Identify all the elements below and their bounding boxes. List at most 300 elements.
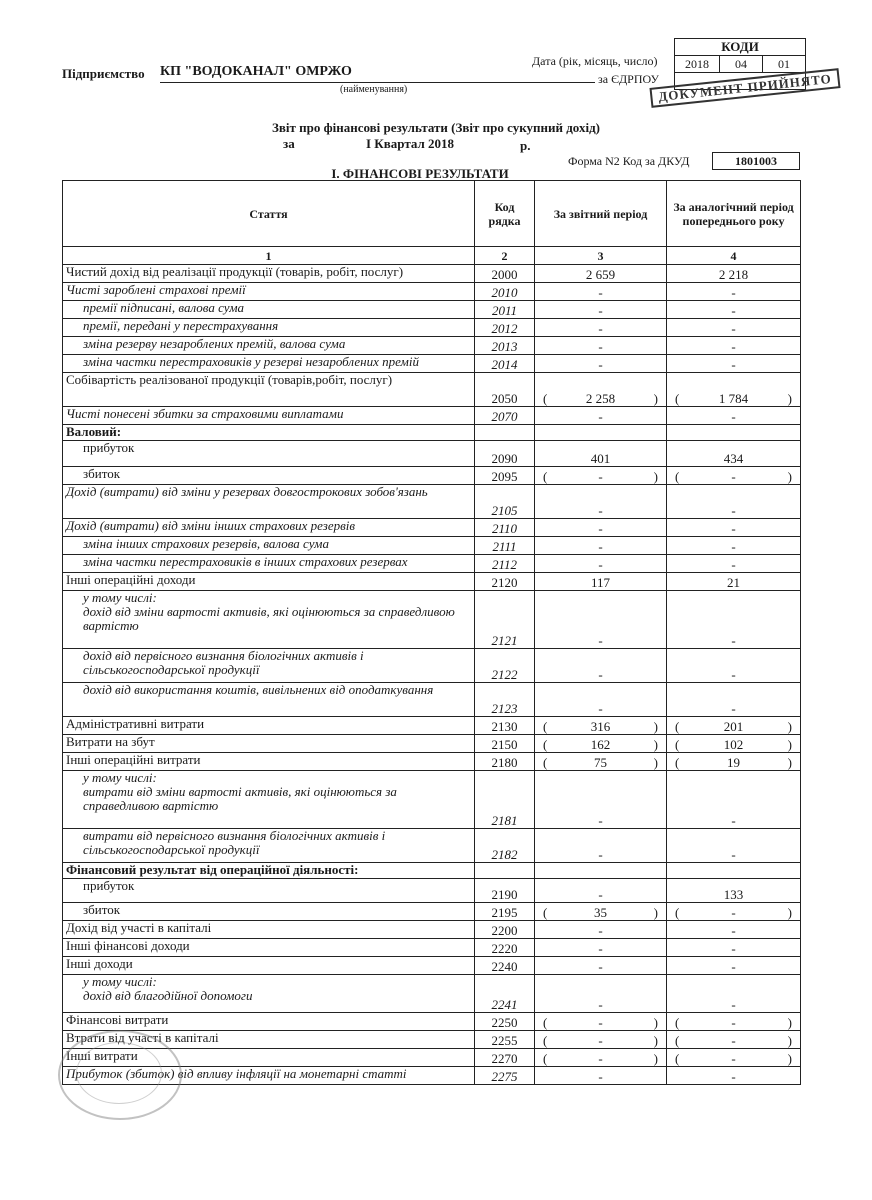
table-row bbox=[63, 879, 801, 903]
date-label: Дата (рік, місяць, число) bbox=[532, 54, 658, 68]
row-label: Фінансові витрати bbox=[63, 1013, 475, 1031]
colnum-4: 4 bbox=[667, 247, 801, 265]
period: I Квартал 2018 bbox=[366, 136, 455, 151]
header-previous: За аналогічний період попереднього року bbox=[667, 181, 801, 247]
row-previous-value bbox=[667, 337, 801, 355]
row-previous-value bbox=[667, 265, 801, 283]
table-row bbox=[63, 337, 801, 355]
row-previous-value bbox=[667, 829, 801, 863]
row-code: 2105 bbox=[475, 485, 535, 519]
value-text: - bbox=[731, 321, 736, 336]
row-current-value bbox=[535, 425, 667, 441]
row-previous-value bbox=[667, 573, 801, 591]
value-text: - bbox=[731, 1033, 736, 1048]
table-row bbox=[63, 975, 801, 1013]
paren-open: ( bbox=[675, 755, 680, 770]
row-label: витрати від первісного визнання біологічних активів і сільськогосподарської продукції bbox=[63, 829, 475, 863]
value-text: - bbox=[598, 923, 603, 938]
paren-open: ( bbox=[675, 719, 680, 734]
paren-open: ( bbox=[675, 905, 680, 920]
row-code: 2240 bbox=[475, 957, 535, 975]
table-row bbox=[63, 485, 801, 519]
row-current-value bbox=[535, 467, 667, 485]
table-row bbox=[63, 649, 801, 683]
row-current-value bbox=[535, 717, 667, 735]
value-text: 316 bbox=[590, 719, 611, 734]
financial-results-table bbox=[62, 180, 801, 1085]
value-text: 201 bbox=[723, 719, 744, 734]
paren-close: ) bbox=[653, 1015, 658, 1030]
paren-close: ) bbox=[653, 737, 658, 752]
round-seal-inner bbox=[76, 1042, 162, 1104]
row-current-value bbox=[535, 771, 667, 829]
paren-open: ( bbox=[675, 737, 680, 752]
row-current-value bbox=[535, 355, 667, 373]
value-text: - bbox=[731, 941, 736, 956]
row-current-value bbox=[535, 519, 667, 537]
paren-open: ( bbox=[675, 1051, 680, 1066]
row-label: у тому числі: дохід від зміни вартості активів, які оцінюються за справедливою вартістю bbox=[63, 591, 475, 649]
row-code: 2010 bbox=[475, 283, 535, 301]
value-text: - bbox=[731, 1015, 736, 1030]
table-row bbox=[63, 1031, 801, 1049]
row-label: у тому числі: витрати від зміни вартості активів, які оцінюються за справедливою вартістю bbox=[63, 771, 475, 829]
row-label: Витрати на збут bbox=[63, 735, 475, 753]
table-row bbox=[63, 467, 801, 485]
value-text: 2 218 bbox=[718, 267, 749, 282]
row-previous-value bbox=[667, 319, 801, 337]
paren-close: ) bbox=[653, 1033, 658, 1048]
row-label: зміна частки перестраховиків у резерві незароблених премій bbox=[63, 355, 475, 373]
date-year: 2018 bbox=[675, 56, 720, 73]
row-code: 2250 bbox=[475, 1013, 535, 1031]
row-code: 2090 bbox=[475, 441, 535, 467]
row-label: премії підписані, валова сума bbox=[63, 301, 475, 319]
row-label: збиток bbox=[63, 903, 475, 921]
table-row bbox=[63, 265, 801, 283]
row-previous-value bbox=[667, 863, 801, 879]
value-text: - bbox=[598, 339, 603, 354]
row-previous-value bbox=[667, 921, 801, 939]
row-current-value bbox=[535, 735, 667, 753]
value-text: 21 bbox=[727, 575, 740, 590]
row-previous-value bbox=[667, 425, 801, 441]
value-text: - bbox=[598, 959, 603, 974]
paren-close: ) bbox=[787, 719, 792, 734]
table-row bbox=[63, 717, 801, 735]
row-label: дохід від використання коштів, вивільнених від оподаткування bbox=[63, 683, 475, 717]
row-previous-value bbox=[667, 283, 801, 301]
row-label: Інші доходи bbox=[63, 957, 475, 975]
row-current-value bbox=[535, 441, 667, 467]
row-label: Фінансовий результат від операційної діяльності: bbox=[63, 863, 475, 879]
row-current-value bbox=[535, 301, 667, 319]
row-code: 2112 bbox=[475, 555, 535, 573]
paren-open: ( bbox=[675, 391, 680, 406]
paren-close: ) bbox=[787, 391, 792, 406]
row-code: 2122 bbox=[475, 649, 535, 683]
value-text: 19 bbox=[727, 755, 740, 770]
value-text: - bbox=[598, 887, 603, 902]
row-previous-value bbox=[667, 301, 801, 319]
date-day: 01 bbox=[763, 56, 806, 73]
value-text: - bbox=[598, 997, 603, 1012]
paren-close: ) bbox=[653, 1051, 658, 1066]
row-code: 2110 bbox=[475, 519, 535, 537]
row-label: Дохід (витрати) від зміни у резервах довгострокових зобов'язань bbox=[63, 485, 475, 519]
value-text: 434 bbox=[723, 451, 744, 466]
table-row bbox=[63, 771, 801, 829]
row-current-value bbox=[535, 649, 667, 683]
row-current-value bbox=[535, 573, 667, 591]
row-code: 2050 bbox=[475, 373, 535, 407]
colnum-1: 1 bbox=[63, 247, 475, 265]
value-text: - bbox=[731, 303, 736, 318]
paren-close: ) bbox=[653, 719, 658, 734]
row-label: Адміністративні витрати bbox=[63, 717, 475, 735]
paren-close: ) bbox=[787, 755, 792, 770]
row-label: Інші операційні доходи bbox=[63, 573, 475, 591]
value-text: - bbox=[731, 557, 736, 572]
row-code: 2275 bbox=[475, 1067, 535, 1085]
paren-close: ) bbox=[787, 905, 792, 920]
paren-open: ( bbox=[675, 1033, 680, 1048]
row-current-value bbox=[535, 283, 667, 301]
paren-open: ( bbox=[543, 719, 548, 734]
paren-close: ) bbox=[787, 737, 792, 752]
row-previous-value bbox=[667, 975, 801, 1013]
row-current-value bbox=[535, 1067, 667, 1085]
row-current-value bbox=[535, 591, 667, 649]
value-text: - bbox=[731, 503, 736, 518]
row-code bbox=[475, 863, 535, 879]
table-row bbox=[63, 753, 801, 771]
row-label: збиток bbox=[63, 467, 475, 485]
period-prefix: за bbox=[283, 136, 295, 151]
row-previous-value bbox=[667, 903, 801, 921]
value-text: - bbox=[598, 357, 603, 372]
value-text: - bbox=[598, 667, 603, 682]
paren-open: ( bbox=[543, 755, 548, 770]
row-previous-value bbox=[667, 373, 801, 407]
colnum-3: 3 bbox=[535, 247, 667, 265]
accepted-stamp: ДОКУМЕНТ ПРИЙНЯТО bbox=[649, 68, 840, 108]
value-text: - bbox=[731, 521, 736, 536]
edrpou-label: за ЄДРПОУ bbox=[598, 72, 660, 86]
value-text: 75 bbox=[594, 755, 607, 770]
row-current-value bbox=[535, 829, 667, 863]
paren-open: ( bbox=[543, 737, 548, 752]
table-row bbox=[63, 555, 801, 573]
value-text: - bbox=[598, 1069, 603, 1084]
section-title: I. ФІНАНСОВІ РЕЗУЛЬТАТИ bbox=[331, 166, 509, 181]
value-text: 117 bbox=[590, 575, 611, 590]
row-current-value bbox=[535, 555, 667, 573]
value-text: 2 659 bbox=[585, 267, 616, 282]
row-code: 2241 bbox=[475, 975, 535, 1013]
row-code: 2070 bbox=[475, 407, 535, 425]
value-text: - bbox=[598, 633, 603, 648]
row-label: зміна частки перестраховиків в інших страхових резервах bbox=[63, 555, 475, 573]
row-code: 2000 bbox=[475, 265, 535, 283]
row-label: Чисті зароблені страхові премії bbox=[63, 283, 475, 301]
value-text: - bbox=[731, 959, 736, 974]
row-current-value bbox=[535, 485, 667, 519]
value-text: - bbox=[598, 941, 603, 956]
row-code: 2120 bbox=[475, 573, 535, 591]
name-caption: (найменування) bbox=[340, 84, 408, 95]
paren-open: ( bbox=[543, 1051, 548, 1066]
enterprise-name: КП "ВОДОКАНАЛ" ОМРЖО bbox=[160, 64, 352, 79]
row-previous-value bbox=[667, 1049, 801, 1067]
row-code: 2014 bbox=[475, 355, 535, 373]
row-current-value bbox=[535, 1049, 667, 1067]
row-current-value bbox=[535, 683, 667, 717]
row-previous-value bbox=[667, 555, 801, 573]
header-current: За звітний період bbox=[535, 181, 667, 247]
row-previous-value bbox=[667, 683, 801, 717]
row-current-value bbox=[535, 903, 667, 921]
row-previous-value bbox=[667, 1013, 801, 1031]
paren-close: ) bbox=[787, 1015, 792, 1030]
value-text: - bbox=[598, 1051, 603, 1066]
table-row bbox=[63, 735, 801, 753]
value-text: - bbox=[731, 923, 736, 938]
value-text: 401 bbox=[590, 451, 611, 466]
row-current-value bbox=[535, 921, 667, 939]
date-month: 04 bbox=[720, 56, 763, 73]
colnum-2: 2 bbox=[475, 247, 535, 265]
value-text: - bbox=[598, 469, 603, 484]
row-previous-value bbox=[667, 467, 801, 485]
row-current-value bbox=[535, 537, 667, 555]
enterprise-name-underline bbox=[160, 82, 595, 83]
row-code: 2012 bbox=[475, 319, 535, 337]
table-row bbox=[63, 355, 801, 373]
row-label: дохід від первісного визнання біологічних активів і сільськогосподарської продукції bbox=[63, 649, 475, 683]
paren-open: ( bbox=[543, 391, 548, 406]
row-previous-value bbox=[667, 1067, 801, 1085]
row-label: Втрати від участі в капіталі bbox=[63, 1031, 475, 1049]
value-text: - bbox=[598, 539, 603, 554]
row-previous-value bbox=[667, 649, 801, 683]
table-row bbox=[63, 301, 801, 319]
paren-open: ( bbox=[543, 905, 548, 920]
row-code: 2182 bbox=[475, 829, 535, 863]
paren-close: ) bbox=[787, 469, 792, 484]
table-row bbox=[63, 903, 801, 921]
row-current-value bbox=[535, 975, 667, 1013]
row-label: Інші фінансові доходи bbox=[63, 939, 475, 957]
row-label: Собівартість реалізованої продукції (товарів,робіт, послуг) bbox=[63, 373, 475, 407]
row-label: Прибуток (збиток) від впливу інфляції на монетарні статті bbox=[63, 1067, 475, 1085]
table-row bbox=[63, 425, 801, 441]
value-text: - bbox=[731, 539, 736, 554]
row-previous-value bbox=[667, 753, 801, 771]
row-current-value bbox=[535, 337, 667, 355]
value-text: - bbox=[731, 1051, 736, 1066]
paren-open: ( bbox=[675, 1015, 680, 1030]
value-text: - bbox=[598, 557, 603, 572]
report-title: Звіт про фінансові результати (Звіт про сукупний дохід) bbox=[272, 120, 600, 135]
row-label: прибуток bbox=[63, 441, 475, 467]
row-label: Дохід від участі в капіталі bbox=[63, 921, 475, 939]
enterprise-label: Підприємство bbox=[62, 66, 145, 81]
row-code: 2111 bbox=[475, 537, 535, 555]
paren-close: ) bbox=[787, 1051, 792, 1066]
row-previous-value bbox=[667, 441, 801, 467]
value-text: - bbox=[731, 469, 736, 484]
row-previous-value bbox=[667, 485, 801, 519]
row-previous-value bbox=[667, 407, 801, 425]
row-current-value bbox=[535, 957, 667, 975]
paren-close: ) bbox=[653, 469, 658, 484]
codes-title: КОДИ bbox=[675, 39, 806, 56]
row-code: 2195 bbox=[475, 903, 535, 921]
row-code: 2150 bbox=[475, 735, 535, 753]
row-code: 2190 bbox=[475, 879, 535, 903]
value-text: 102 bbox=[723, 737, 744, 752]
value-text: - bbox=[598, 847, 603, 862]
table-row bbox=[63, 537, 801, 555]
row-code bbox=[475, 425, 535, 441]
row-previous-value bbox=[667, 879, 801, 903]
table-row bbox=[63, 921, 801, 939]
paren-close: ) bbox=[653, 391, 658, 406]
row-code: 2121 bbox=[475, 591, 535, 649]
row-previous-value bbox=[667, 591, 801, 649]
value-text: - bbox=[598, 701, 603, 716]
value-text: - bbox=[731, 813, 736, 828]
row-label: Інші витрати bbox=[63, 1049, 475, 1067]
paren-open: ( bbox=[675, 469, 680, 484]
value-text: - bbox=[598, 285, 603, 300]
row-label: премії, передані у перестрахування bbox=[63, 319, 475, 337]
row-label: зміна інших страхових резервів, валова сума bbox=[63, 537, 475, 555]
table-body bbox=[63, 265, 801, 1085]
row-code: 2200 bbox=[475, 921, 535, 939]
row-previous-value bbox=[667, 939, 801, 957]
value-text: - bbox=[731, 1069, 736, 1084]
table-row bbox=[63, 319, 801, 337]
value-text: 162 bbox=[590, 737, 611, 752]
paren-close: ) bbox=[787, 1033, 792, 1048]
header-code: Код рядка bbox=[475, 181, 535, 247]
row-previous-value bbox=[667, 1031, 801, 1049]
value-text: - bbox=[598, 321, 603, 336]
row-previous-value bbox=[667, 537, 801, 555]
value-text: - bbox=[731, 357, 736, 372]
row-label: Валовий: bbox=[63, 425, 475, 441]
table-row bbox=[63, 829, 801, 863]
row-label: Інші операційні витрати bbox=[63, 753, 475, 771]
row-previous-value bbox=[667, 519, 801, 537]
row-current-value bbox=[535, 1031, 667, 1049]
table-row bbox=[63, 939, 801, 957]
row-code: 2220 bbox=[475, 939, 535, 957]
row-code: 2180 bbox=[475, 753, 535, 771]
value-text: - bbox=[731, 667, 736, 682]
row-code: 2255 bbox=[475, 1031, 535, 1049]
row-current-value bbox=[535, 879, 667, 903]
row-label: Чистий дохід від реалізації продукції (товарів, робіт, послуг) bbox=[63, 265, 475, 283]
value-text: - bbox=[598, 1015, 603, 1030]
value-text: 1 784 bbox=[718, 391, 749, 406]
row-previous-value bbox=[667, 735, 801, 753]
row-code: 2013 bbox=[475, 337, 535, 355]
table-row bbox=[63, 283, 801, 301]
row-code: 2181 bbox=[475, 771, 535, 829]
row-previous-value bbox=[667, 355, 801, 373]
table-row bbox=[63, 1013, 801, 1031]
table-row bbox=[63, 519, 801, 537]
row-current-value bbox=[535, 863, 667, 879]
paren-open: ( bbox=[543, 1015, 548, 1030]
value-text: - bbox=[598, 521, 603, 536]
table-row bbox=[63, 863, 801, 879]
row-label: зміна резерву незароблених премій, валова сума bbox=[63, 337, 475, 355]
value-text: - bbox=[598, 813, 603, 828]
value-text: 35 bbox=[594, 905, 607, 920]
table-row bbox=[63, 441, 801, 467]
paren-open: ( bbox=[543, 469, 548, 484]
form-code: 1801003 bbox=[712, 152, 800, 170]
value-text: - bbox=[731, 847, 736, 862]
value-text: 2 258 bbox=[585, 391, 616, 406]
row-label: прибуток bbox=[63, 879, 475, 903]
value-text: - bbox=[731, 701, 736, 716]
row-label: Дохід (витрати) від зміни інших страхових резервів bbox=[63, 519, 475, 537]
value-text: - bbox=[598, 503, 603, 518]
row-code: 2270 bbox=[475, 1049, 535, 1067]
row-code: 2123 bbox=[475, 683, 535, 717]
table-row bbox=[63, 573, 801, 591]
row-current-value bbox=[535, 265, 667, 283]
value-text: - bbox=[731, 339, 736, 354]
row-code: 2011 bbox=[475, 301, 535, 319]
table-row bbox=[63, 683, 801, 717]
form-label: Форма N2 Код за ДКУД bbox=[568, 154, 690, 168]
value-text: - bbox=[731, 997, 736, 1012]
table-row bbox=[63, 957, 801, 975]
row-current-value bbox=[535, 407, 667, 425]
value-text: - bbox=[731, 285, 736, 300]
row-code: 2095 bbox=[475, 467, 535, 485]
row-code: 2130 bbox=[475, 717, 535, 735]
table-row bbox=[63, 407, 801, 425]
paren-open: ( bbox=[543, 1033, 548, 1048]
row-current-value bbox=[535, 753, 667, 771]
value-text: - bbox=[598, 303, 603, 318]
row-current-value bbox=[535, 319, 667, 337]
value-text: 133 bbox=[723, 887, 744, 902]
row-label: у тому числі: дохід від благодійної допомоги bbox=[63, 975, 475, 1013]
value-text: - bbox=[731, 409, 736, 424]
paren-close: ) bbox=[653, 905, 658, 920]
value-text: - bbox=[731, 633, 736, 648]
row-current-value bbox=[535, 1013, 667, 1031]
period-suffix: р. bbox=[520, 138, 531, 153]
row-previous-value bbox=[667, 771, 801, 829]
table-row bbox=[63, 591, 801, 649]
row-current-value bbox=[535, 373, 667, 407]
value-text: - bbox=[598, 409, 603, 424]
row-previous-value bbox=[667, 717, 801, 735]
value-text: - bbox=[598, 1033, 603, 1048]
value-text: - bbox=[731, 905, 736, 920]
row-label: Чисті понесені збитки за страховими виплатами bbox=[63, 407, 475, 425]
row-current-value bbox=[535, 939, 667, 957]
